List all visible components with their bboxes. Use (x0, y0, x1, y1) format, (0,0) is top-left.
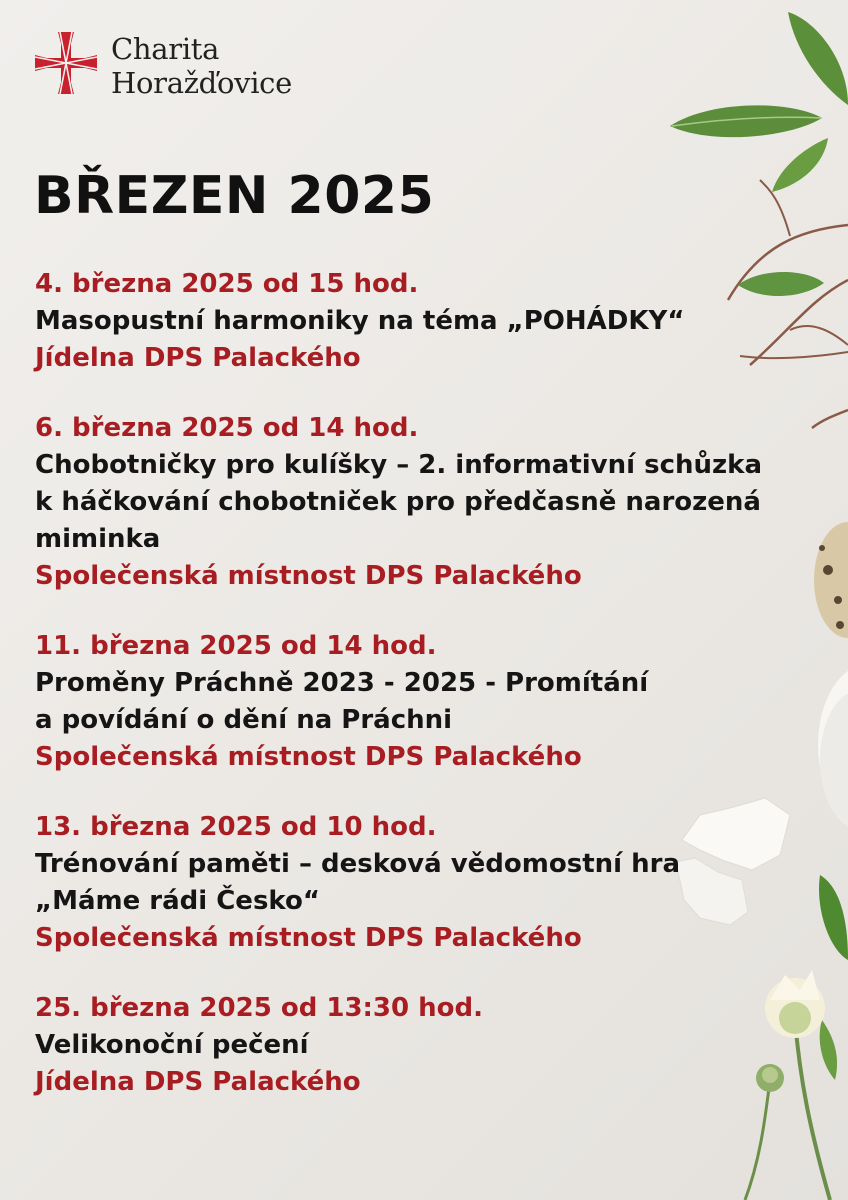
event-description (35, 1027, 825, 1064)
event-description-line: k háčkování chobotniček pro předčasně narozená (35, 487, 761, 517)
event-place: Společenská místnost DPS Palackého (35, 561, 582, 591)
event-item (35, 990, 825, 1101)
event-item (35, 266, 825, 377)
event-description (35, 846, 825, 920)
event-description-line: miminka (35, 524, 161, 554)
event-date: 4. března 2025 od 15 hod. (35, 269, 419, 299)
event-item (35, 628, 825, 776)
event-date: 25. března 2025 od 13:30 hod. (35, 993, 484, 1023)
brand-name (111, 32, 292, 100)
page-title: BŘEZEN 2025 (34, 166, 435, 226)
event-description-line: Masopustní harmoniky na téma „POHÁDKY“ (35, 306, 685, 336)
event-description (35, 447, 825, 558)
event-place: Společenská místnost DPS Palackého (35, 742, 582, 772)
brand-line-2: Horažďovice (111, 66, 292, 100)
event-description (35, 665, 825, 739)
event-place: Jídelna DPS Palackého (35, 1067, 361, 1097)
event-description-line: Velikonoční pečení (35, 1030, 309, 1060)
event-date: 6. března 2025 od 14 hod. (35, 413, 419, 443)
event-date: 13. března 2025 od 10 hod. (35, 812, 437, 842)
event-description-line: „Máme rádi Česko“ (35, 886, 320, 916)
brand-line-1: Charita (111, 32, 220, 66)
event-item (35, 809, 825, 957)
event-date: 11. března 2025 od 14 hod. (35, 631, 437, 661)
event-place: Jídelna DPS Palackého (35, 343, 361, 373)
event-description-line: Proměny Práchně 2023 - 2025 - Promítání (35, 668, 649, 698)
event-description-line: Chobotničky pro kulíšky – 2. informativní schůzka (35, 450, 762, 480)
event-item (35, 410, 825, 595)
charita-cross-icon (33, 30, 99, 96)
charita-logo (33, 30, 292, 100)
event-description-line: Trénování paměti – desková vědomostní hra (35, 849, 680, 879)
event-description (35, 303, 825, 340)
event-place: Společenská místnost DPS Palackého (35, 923, 582, 953)
event-description-line: a povídání o dění na Práchni (35, 705, 453, 735)
event-list (35, 266, 825, 1134)
